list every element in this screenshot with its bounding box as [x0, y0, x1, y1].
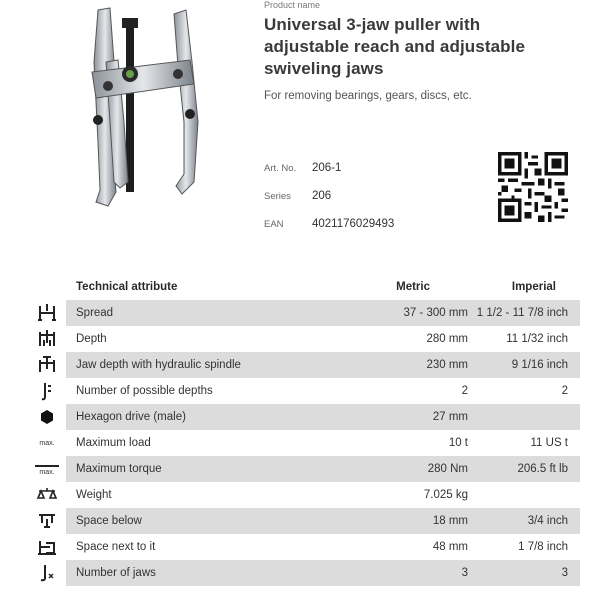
max-load-icon [28, 430, 66, 456]
meta-label: Art. No. [264, 162, 297, 174]
meta-value: 206-1 [312, 162, 342, 174]
cell-attribute: Number of possible depths [76, 385, 213, 397]
table-row [28, 300, 568, 326]
table-row [28, 430, 568, 456]
table-row [28, 404, 568, 430]
meta-label: EAN [264, 218, 284, 230]
product-name-label: Product name [264, 0, 321, 10]
cell-attribute: Maximum torque [76, 463, 162, 475]
product-title-line: swiveling jaws [264, 59, 384, 78]
table-row [28, 326, 568, 352]
cell-metric: 2 [461, 385, 468, 397]
cell-attribute: Depth [76, 333, 107, 345]
jaw-depth-hydraulic-icon [28, 352, 66, 378]
product-title-line: Universal 3-jaw puller with [264, 15, 481, 34]
weight-icon [28, 482, 66, 508]
product-title-line: adjustable reach and adjustable [264, 37, 526, 56]
cell-metric: 280 Nm [427, 463, 468, 475]
cell-imperial: 3 [561, 567, 568, 579]
product-subtitle: For removing bearings, gears, discs, etc. [264, 90, 472, 102]
max-torque-icon [28, 456, 66, 482]
meta-row-art-no [264, 154, 394, 182]
cell-metric: 10 t [448, 437, 468, 449]
header-attribute: Technical attribute [76, 281, 178, 293]
product-meta [264, 154, 394, 238]
cell-imperial: 2 [561, 385, 568, 397]
cell-metric: 18 mm [432, 515, 468, 527]
cell-attribute: Weight [76, 489, 112, 501]
meta-row-series [264, 182, 394, 210]
product-image [70, 2, 220, 214]
max-load-icon-text: max. [39, 439, 55, 447]
product-header [264, 0, 594, 102]
possible-depths-icon [28, 378, 66, 404]
cell-attribute: Maximum load [76, 437, 151, 449]
cell-imperial: 11 1/32 inch [506, 333, 568, 345]
table-row [28, 378, 568, 404]
cell-attribute: Space next to it [76, 541, 156, 553]
hexagon-icon [28, 404, 66, 430]
cell-imperial: 1 1/2 - 11 7/8 inch [476, 307, 568, 319]
table-row [28, 560, 568, 586]
meta-value: 4021176029493 [312, 218, 395, 230]
cell-attribute: Spread [76, 307, 114, 319]
table-header [28, 274, 568, 300]
max-torque-icon-text: max. [39, 468, 55, 476]
meta-label: Series [264, 190, 291, 202]
cell-metric: 37 - 300 mm [403, 307, 468, 319]
cell-metric: 27 mm [432, 411, 468, 423]
space-next-icon [28, 534, 66, 560]
cell-metric: 3 [461, 567, 468, 579]
depth-icon [28, 326, 66, 352]
cell-metric: 230 mm [426, 359, 468, 371]
spread-icon [28, 300, 66, 326]
cell-metric: 280 mm [426, 333, 468, 345]
cell-imperial: 9 1/16 inch [511, 359, 568, 371]
cell-attribute: Hexagon drive (male) [76, 411, 186, 423]
qr-code[interactable] [498, 152, 568, 222]
number-of-jaws-icon [28, 560, 66, 586]
product-title [264, 14, 594, 80]
technical-table [28, 274, 568, 586]
cell-imperial: 3/4 inch [527, 515, 568, 527]
table-row [28, 352, 568, 378]
cell-attribute: Jaw depth with hydraulic spindle [76, 359, 241, 371]
table-row [28, 482, 568, 508]
header-metric: Metric [396, 281, 430, 293]
table-row [28, 534, 568, 560]
cell-attribute: Space below [76, 515, 142, 527]
cell-imperial: 11 US t [530, 437, 568, 449]
cell-metric: 48 mm [432, 541, 468, 553]
space-below-icon [28, 508, 66, 534]
cell-imperial: 206.5 ft lb [517, 463, 568, 475]
cell-imperial: 1 7/8 inch [518, 541, 568, 553]
table-row [28, 508, 568, 534]
meta-row-ean [264, 210, 394, 238]
header-imperial: Imperial [511, 281, 556, 293]
cell-metric: 7.025 kg [423, 489, 468, 501]
cell-attribute: Number of jaws [76, 567, 156, 579]
meta-value: 206 [312, 190, 332, 202]
table-row [28, 456, 568, 482]
